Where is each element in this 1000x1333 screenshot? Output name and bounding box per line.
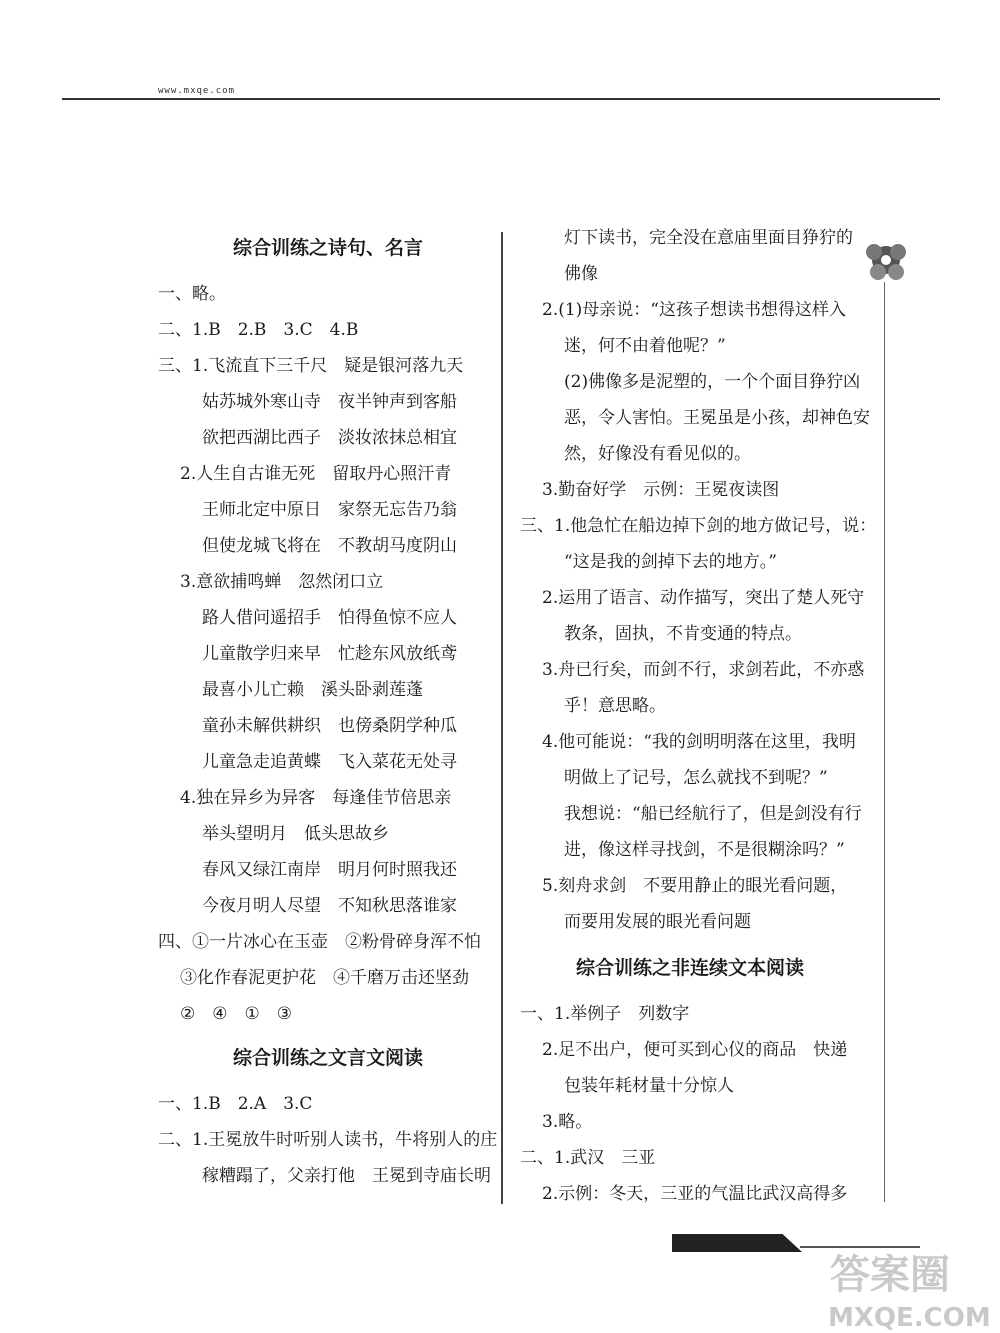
answer-line: 二、1.王冕放牛时听别人读书，牛将别人的庄 [158, 1130, 498, 1150]
answer-line: 一、1.B 2.A 3.C [158, 1094, 313, 1114]
header-rule [62, 98, 940, 100]
answer-line: 而要用发展的眼光看问题 [564, 912, 751, 932]
answer-line: 教条，固执，不肯变通的特点。 [564, 624, 802, 644]
answer-line: 2.人生自古谁无死 留取丹心照汗青 [180, 464, 452, 484]
answer-line: 2.运用了语言、动作描写，突出了楚人死守 [542, 588, 865, 608]
answer-line: 明做上了记号，怎么就找不到呢？” [564, 768, 828, 788]
watermark-top-text: 答案圈 [830, 1252, 950, 1298]
answer-line: 姑苏城外寒山寺 夜半钟声到客船 [202, 392, 457, 412]
answer-line: 3.勤奋好学 示例：王冕夜读图 [542, 480, 780, 500]
answer-line: 3.舟已行矣，而剑不行，求剑若此，不亦惑 [542, 660, 865, 680]
answer-line: 一、略。 [158, 284, 226, 304]
answer-line: 稼糟蹋了，父亲打他 王冕到寺庙长明 [202, 1166, 491, 1186]
margin-rule [884, 282, 885, 1202]
answer-line: 王师北定中原日 家祭无忘告乃翁 [202, 500, 457, 520]
answer-line: 3.意欲捕鸣蝉 忽然闭口立 [180, 572, 384, 592]
section-title-nonlinear-text: 综合训练之非连续文本阅读 [575, 957, 804, 979]
answer-line: 佛像 [564, 264, 598, 284]
answer-line: 春风又绿江南岸 明月何时照我还 [202, 860, 457, 880]
answer-line: 然，好像没有看见似的。 [564, 444, 751, 464]
answer-line: 但使龙城飞将在 不教胡马度阴山 [202, 536, 457, 556]
column-divider [501, 232, 503, 1204]
answer-line: 迷，何不由着他呢？” [564, 336, 726, 356]
answer-line: 欲把西湖比西子 淡妆浓抹总相宜 [202, 428, 457, 448]
left-column [158, 230, 498, 1194]
section-title-classical-chinese: 综合训练之文言文阅读 [232, 1047, 423, 1069]
decorative-flower-icon [856, 230, 916, 290]
answer-line: 我想说：“船已经航行了，但是剑没有行 [564, 804, 862, 824]
answer-line: (2)佛像多是泥塑的，一个个面目狰狞凶 [564, 372, 861, 392]
answer-line: 四、①一片冰心在玉壶 ②粉骨碎身浑不怕 [158, 932, 481, 952]
answer-line: 2.足不出户，便可买到心仪的商品 快递 [542, 1040, 848, 1060]
answer-line: 4.独在异乡为异客 每逢佳节倍思亲 [180, 788, 452, 808]
answer-line: 乎！意思略。 [564, 696, 666, 716]
answer-line: 举头望明月 低头思故乡 [202, 824, 389, 844]
answer-line: 最喜小儿亡赖 溪头卧剥莲蓬 [202, 680, 423, 700]
answer-line: “这是我的剑掉下去的地方。” [564, 552, 777, 572]
answer-line: 一、1.举例子 列数字 [520, 1004, 690, 1024]
answer-line: 恶，令人害怕。王冕虽是小孩，却神色安 [564, 408, 870, 428]
right-column [520, 220, 877, 1212]
footer-bar [672, 1234, 802, 1252]
answer-line: 二、1.B 2.B 3.C 4.B [158, 320, 359, 340]
answer-line: 路人借问遥招手 怕得鱼惊不应人 [202, 608, 457, 628]
answer-line: 进，像这样寻找剑，不是很糊涂吗？” [564, 840, 845, 860]
answer-line: 2.示例：冬天，三亚的气温比武汉高得多 [542, 1184, 848, 1204]
watermark-bottom-text: MXQE.COM [828, 1303, 991, 1333]
answer-line: 包装年耗材量十分惊人 [564, 1076, 734, 1096]
answer-line: 三、1.飞流直下三千尺 疑是银河落九天 [158, 356, 464, 376]
answer-line: 2.(1)母亲说：“这孩子想读书想得这样入 [542, 300, 846, 320]
answer-line: 5.刻舟求剑 不要用静止的眼光看问题， [542, 876, 848, 896]
answer-line: 儿童散学归来早 忙趁东风放纸鸢 [202, 644, 457, 664]
answer-line: 灯下读书，完全没在意庙里面目狰狞的 [564, 228, 853, 248]
running-header: www.mxqe.com [158, 86, 236, 96]
answer-line: 二、1.武汉 三亚 [520, 1148, 656, 1168]
answer-line: 3.略。 [542, 1112, 593, 1132]
watermark-logo [820, 1240, 1000, 1333]
section-title-poetry: 综合训练之诗句、名言 [232, 237, 423, 259]
answer-line: 童孙未解供耕织 也傍桑阴学种瓜 [202, 716, 457, 736]
answer-line: 今夜月明人尽望 不知秋思落谁家 [202, 896, 457, 916]
answer-line: 三、1.他急忙在船边掉下剑的地方做记号，说： [520, 516, 877, 536]
answer-line: ② ④ ① ③ [180, 1004, 292, 1024]
answer-line: 儿童急走追黄蝶 飞入菜花无处寻 [202, 752, 457, 772]
answer-line: 4.他可能说：“我的剑明明落在这里，我明 [542, 732, 856, 752]
answer-line: ③化作春泥更护花 ④千磨万击还坚劲 [180, 968, 469, 988]
